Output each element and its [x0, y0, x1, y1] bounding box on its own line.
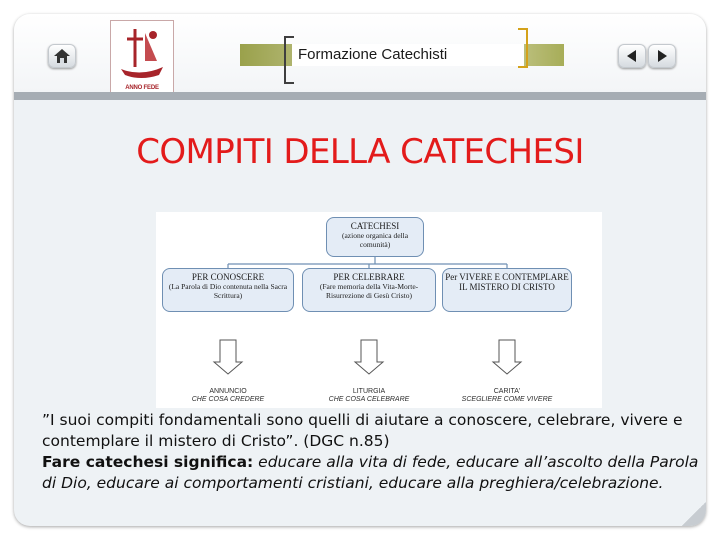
- triangle-right-icon: [649, 45, 675, 67]
- label-line-1: LITURGIA: [352, 388, 386, 395]
- box-title: Per VIVERE E CONTEMPLARE IL MISTERO DI CRISTO: [445, 272, 569, 292]
- diagram-box-vivere: [442, 268, 572, 312]
- quote-paragraph: ”I suoi compiti fondamentali sono quelli di aiutare a conoscere, celebrare, vivere e contemplare il mistero di Cristo”. (DGC n.85): [42, 411, 683, 450]
- down-arrow-icon: [355, 340, 383, 374]
- box-title: PER CONOSCERE: [191, 272, 265, 282]
- page-curl-decoration: [682, 502, 706, 526]
- triangle-left-icon: [619, 45, 645, 67]
- catechesi-diagram: [156, 212, 602, 408]
- home-icon: [49, 45, 75, 67]
- previous-slide-button[interactable]: [618, 44, 646, 68]
- liturgia-label: [309, 388, 429, 404]
- label-line-2: CHE COSA CELEBRARE: [328, 396, 410, 403]
- definition-label: Fare catechesi significa:: [42, 453, 254, 471]
- diagram-root-box: [326, 217, 424, 257]
- logo-emblem-icon: [111, 21, 173, 81]
- slide-frame: [14, 14, 706, 526]
- definition-paragraph: [42, 452, 702, 494]
- label-line-1: CARITA': [493, 388, 521, 395]
- annuncio-label: [168, 388, 288, 404]
- logo-text: ANNO FEDE: [125, 85, 159, 91]
- down-arrow-icon: [493, 340, 521, 374]
- root-title: CATECHESI: [350, 221, 400, 231]
- label-line-2: CHE COSA CREDERE: [191, 396, 265, 403]
- root-subtitle: (azione organica della comunità): [341, 231, 409, 249]
- label-line-2: SCEGLIERE COME VIVERE: [461, 396, 553, 403]
- next-slide-button[interactable]: [648, 44, 676, 68]
- header-title: Formazione Catechisti: [298, 46, 448, 63]
- left-bracket-decoration: [284, 36, 294, 84]
- carita-label: [447, 388, 567, 404]
- diagram-box-conoscere: [162, 268, 294, 312]
- right-bracket-decoration: [518, 28, 528, 68]
- down-arrow-icon: [214, 340, 242, 374]
- slide-title: COMPITI DELLA CATECHESI: [136, 132, 584, 172]
- box-subtitle: (Fare memoria della Vita-Morte-Risurrezione di Gesù Cristo): [319, 282, 419, 300]
- slide-header: [14, 14, 706, 92]
- box-subtitle: (La Parola di Dio contenuta nella Sacra Scrittura): [168, 282, 288, 300]
- anno-fede-logo: [110, 20, 174, 94]
- definition-text: educare alla vita di fede, educare all’ascolto della Parola di Dio, educare ai comportamenti cristiani, educare alla preghiera/celebrazione.: [42, 453, 699, 492]
- diagram-box-celebrare: [302, 268, 436, 312]
- home-button[interactable]: [48, 44, 76, 68]
- header-divider: [14, 92, 706, 100]
- slide-body-text: [42, 410, 702, 494]
- box-title: PER CELEBRARE: [333, 272, 405, 282]
- label-line-1: ANNUNCIO: [209, 388, 247, 395]
